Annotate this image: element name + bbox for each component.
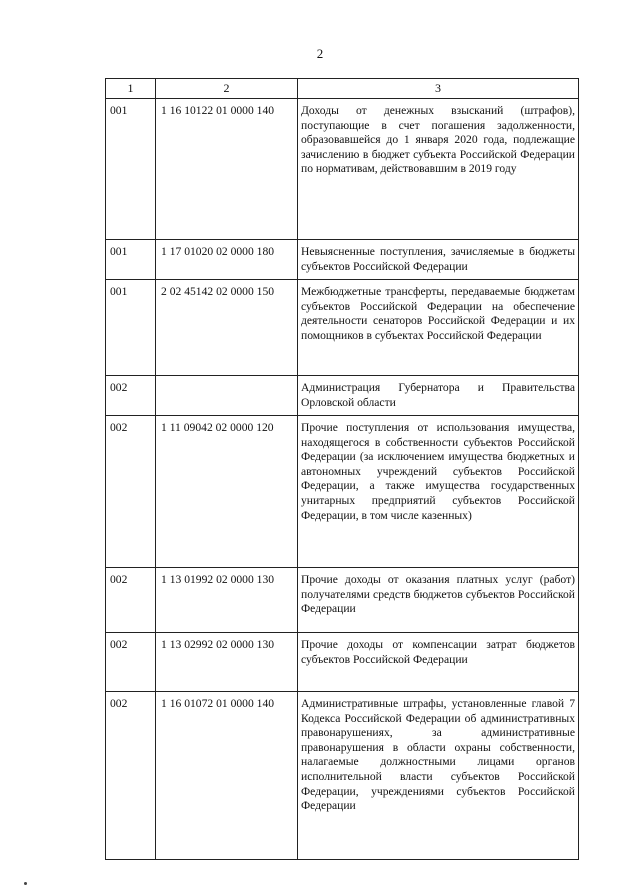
revenue-name-cell: Административные штрафы, установленные главой 7 Кодекса Российской Федерации об административных правонарушениях, за административные правонарушения в области охраны собственности, налагаемые должностными лицами органов исполнительной власти субъектов Российской Федерации, учреждениями субъектов Российской Федерации	[298, 692, 579, 860]
admin-code-cell: 001	[106, 280, 156, 376]
scan-speck	[24, 882, 27, 885]
table-row	[106, 633, 579, 692]
budget-code-cell: 2 02 45142 02 0000 150	[156, 280, 298, 376]
revenue-name-cell: Доходы от денежных взысканий (штрафов), поступающие в счет погашения задолженности, образовавшейся до 1 января 2020 года, подлежащие зачислению в бюджет субъекта Российской Федерации по нормативам, действовавшим в 2019 году	[298, 99, 579, 240]
revenue-name-cell: Прочие доходы от компенсации затрат бюджетов субъектов Российской Федерации	[298, 633, 579, 692]
admin-code-cell: 001	[106, 99, 156, 240]
column-header-2: 2	[156, 79, 298, 99]
column-header-1: 1	[106, 79, 156, 99]
budget-code-cell: 1 11 09042 02 0000 120	[156, 416, 298, 568]
revenue-codes-table	[105, 78, 579, 860]
table-row	[106, 376, 579, 416]
admin-code-cell: 002	[106, 416, 156, 568]
admin-code-cell: 002	[106, 568, 156, 633]
budget-code-cell: 1 13 02992 02 0000 130	[156, 633, 298, 692]
table-row	[106, 416, 579, 568]
admin-code-cell: 002	[106, 376, 156, 416]
table-row	[106, 240, 579, 280]
table-row	[106, 568, 579, 633]
revenue-name-cell: Невыясненные поступления, зачисляемые в бюджеты субъектов Российской Федерации	[298, 240, 579, 280]
revenue-name-cell: Межбюджетные трансферты, передаваемые бюджетам субъектов Российской Федерации на обеспечение деятельности сенаторов Российской Федерации и их помощников в субъектах Российской Федерации	[298, 280, 579, 376]
admin-code-cell: 002	[106, 633, 156, 692]
revenue-name-cell: Администрация Губернатора и Правительства Орловской области	[298, 376, 579, 416]
table-header-row	[106, 79, 579, 99]
admin-code-cell: 001	[106, 240, 156, 280]
budget-code-cell: 1 13 01992 02 0000 130	[156, 568, 298, 633]
budget-code-cell: 1 17 01020 02 0000 180	[156, 240, 298, 280]
page-number: 2	[316, 46, 324, 61]
revenue-name-cell: Прочие поступления от использования имущества, находящегося в собственности субъектов Российской Федерации (за исключением имущества бюджетных и автономных учреждений субъектов Российской Федерации, а также имущества государственных унитарных предприятий субъектов Российской Федерации, в том числе казенных)	[298, 416, 579, 568]
budget-code-cell: 1 16 01072 01 0000 140	[156, 692, 298, 860]
revenue-name-cell: Прочие доходы от оказания платных услуг (работ) получателями средств бюджетов субъектов Российской Федерации	[298, 568, 579, 633]
admin-code-cell: 002	[106, 692, 156, 860]
table-row	[106, 692, 579, 860]
table-row	[106, 99, 579, 240]
table-row	[106, 280, 579, 376]
budget-code-cell	[156, 376, 298, 416]
column-header-3: 3	[298, 79, 579, 99]
budget-code-cell: 1 16 10122 01 0000 140	[156, 99, 298, 240]
